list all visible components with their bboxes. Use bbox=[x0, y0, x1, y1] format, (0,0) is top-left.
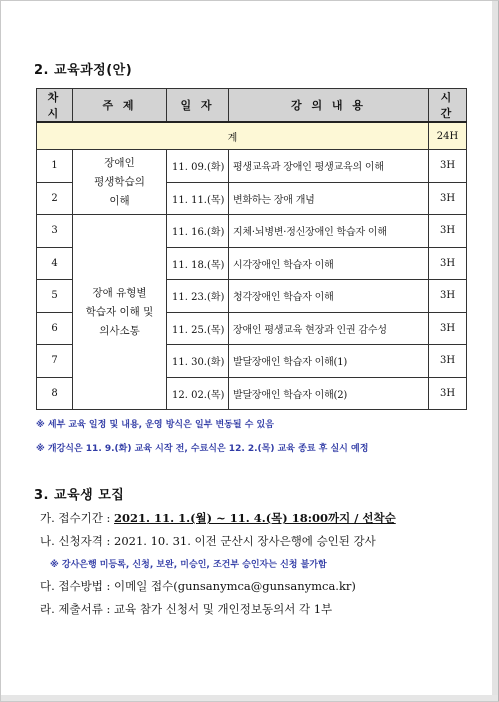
session-number: 6 bbox=[37, 312, 73, 345]
col-header-topic: 주 제 bbox=[73, 89, 167, 123]
session-date: 11. 18.(목) bbox=[167, 247, 229, 280]
session-content: 시각장애인 학습자 이해 bbox=[229, 247, 429, 280]
col-header-session: 차 시 bbox=[37, 89, 73, 123]
session-number: 8 bbox=[37, 377, 73, 410]
session-hours: 3H bbox=[429, 247, 467, 280]
col-header-content: 강 의 내 용 bbox=[229, 89, 429, 123]
application-period-label: 가. 접수기간 : bbox=[40, 511, 115, 525]
schedule-change-note: ※ 세부 교육 일정 및 내용, 운영 방식은 일부 변동될 수 있음 bbox=[36, 420, 274, 430]
col-header-date: 일 자 bbox=[167, 89, 229, 123]
session-number: 2 bbox=[37, 182, 73, 215]
session-number: 3 bbox=[37, 215, 73, 248]
topic-text: 장애 유형별 학습자 이해 및 의사소통 bbox=[85, 286, 154, 337]
total-label: 계 bbox=[37, 122, 429, 150]
session-date: 11. 25.(목) bbox=[167, 312, 229, 345]
ceremony-note: ※ 개강식은 11. 9.(화) 교육 시작 전, 수료식은 12. 2.(목) 교육 종료 후 실시 예정 bbox=[36, 444, 369, 454]
session-date: 11. 09.(화) bbox=[167, 150, 229, 183]
session-date: 11. 30.(화) bbox=[167, 345, 229, 378]
session-content: 평생교육과 장애인 평생교육의 이해 bbox=[229, 150, 429, 183]
application-method: 다. 접수방법 : 이메일 접수(gunsanymca@gunsanymca.kr) bbox=[40, 579, 356, 593]
section-heading-recruitment: 3. 교육생 모집 bbox=[34, 488, 125, 503]
session-hours: 3H bbox=[429, 150, 467, 183]
topic-text: 장애인 평생학습의 이해 bbox=[94, 156, 145, 207]
section-heading-curriculum: 2. 교육과정(안) bbox=[34, 63, 133, 78]
session-date: 11. 16.(화) bbox=[167, 215, 229, 248]
session-number: 1 bbox=[37, 150, 73, 183]
session-content: 청각장애인 학습자 이해 bbox=[229, 280, 429, 313]
col-header-hours: 시 간 bbox=[429, 89, 467, 123]
session-date: 11. 23.(화) bbox=[167, 280, 229, 313]
session-content: 발달장애인 학습자 이해(1) bbox=[229, 345, 429, 378]
session-hours: 3H bbox=[429, 377, 467, 410]
session-content: 지체·뇌병변·정신장애인 학습자 이해 bbox=[229, 215, 429, 248]
session-number: 5 bbox=[37, 280, 73, 313]
session-date: 12. 02.(목) bbox=[167, 377, 229, 410]
session-hours: 3H bbox=[429, 345, 467, 378]
session-content: 발달장애인 학습자 이해(2) bbox=[229, 377, 429, 410]
total-hours: 24H bbox=[429, 122, 467, 150]
session-hours: 3H bbox=[429, 215, 467, 248]
application-period-value: 2021. 11. 1.(월) ~ 11. 4.(목) 18:00까지 / 선착순 bbox=[114, 511, 396, 525]
eligibility: 나. 신청자격 : 2021. 10. 31. 이전 군산시 장사은행에 승인된 강사 bbox=[40, 534, 376, 548]
session-number: 4 bbox=[37, 247, 73, 280]
session-content: 변화하는 장애 개념 bbox=[229, 182, 429, 215]
session-number: 7 bbox=[37, 345, 73, 378]
session-hours: 3H bbox=[429, 312, 467, 345]
session-hours: 3H bbox=[429, 280, 467, 313]
session-content: 장애인 평생교육 현장과 인권 감수성 bbox=[229, 312, 429, 345]
session-date: 11. 11.(목) bbox=[167, 182, 229, 215]
eligibility-note: ※ 강사은행 미등록, 신청, 보완, 미승인, 조건부 승인자는 신청 불가함 bbox=[50, 560, 327, 570]
required-documents: 라. 제출서류 : 교육 참가 신청서 및 개인정보동의서 각 1부 bbox=[40, 602, 333, 616]
session-hours: 3H bbox=[429, 182, 467, 215]
